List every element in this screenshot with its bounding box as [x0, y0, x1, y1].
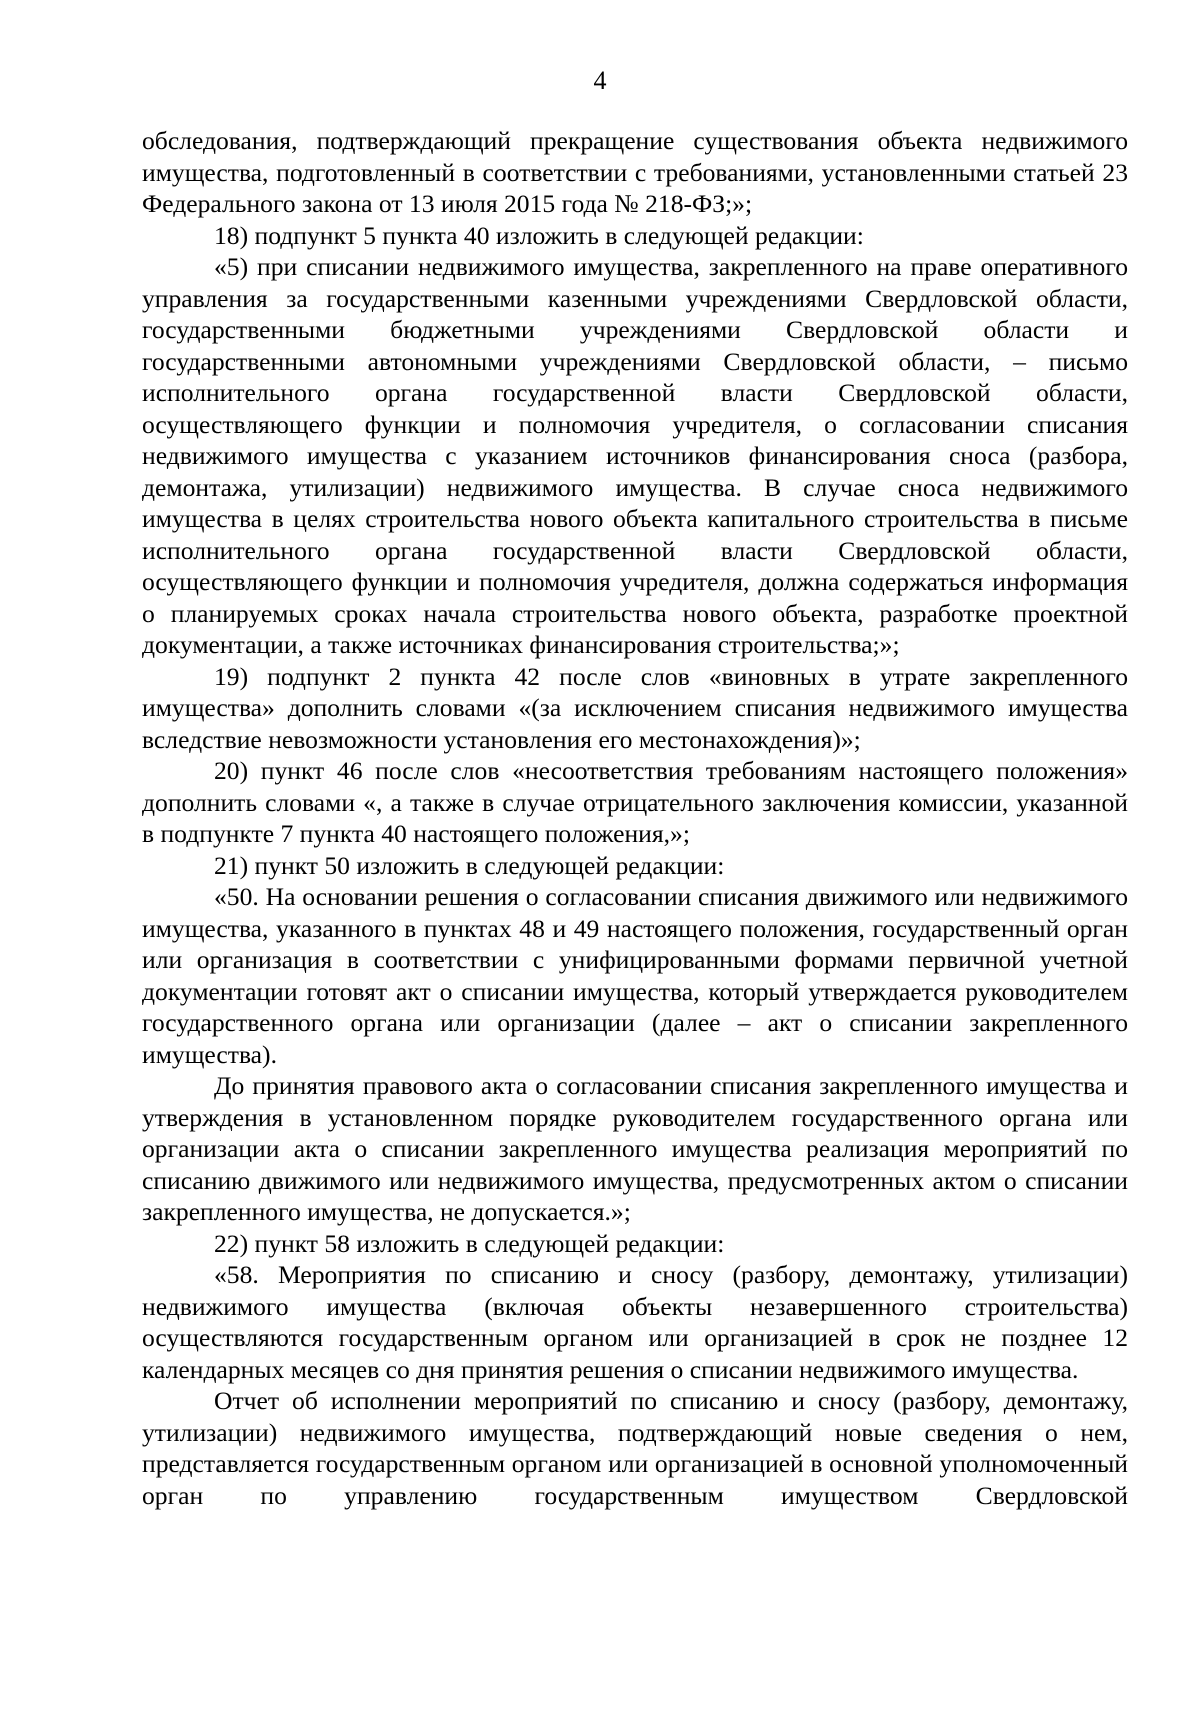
paragraph-item-22: 22) пункт 58 изложить в следующей редакции: [214, 1228, 725, 1258]
paragraph-subitem-5: «5) при списании недвижимого имущества, закрепленного на праве оперативного управления за государственными казенными учреждениями Свердловской области, государственными бюджетными учреждениями Свердловской области и государственными автономными учреждениями Свердловской области, – письмо исполнительного органа государственной власти Свердловской области, осуществляющего функции и полномочия учредителя, о согласовании списания недвижимого имущества с указанием источников финансирования сноса (разбора, демонтажа, утилизации) недвижимого имущества. В случае сноса недвижимого имущества в целях строительства нового объекта капитального строительства в письме исполнительного органа государственной власти Свердловской области, осуществляющего функции и полномочия учредителя, должна содержаться информация о планируемых сроках начала строительства нового объекта, разработке проектной документации, а также источниках финансирования строительства;»; [142, 252, 1128, 659]
paragraph-clause-58: «58. Мероприятия по списанию и сносу (разбору, демонтажу, утилизации) недвижимого имущества (включая объекты незавершенного строительства) осуществляются государственным органом или организацией в срок не позднее 12 календарных месяцев со дня принятия решения о списании недвижимого имущества. [142, 1260, 1128, 1384]
paragraph-clause-50: «50. На основании решения о согласовании списания движимого или недвижимого имущества, указанного в пунктах 48 и 49 настоящего положения, государственный орган или организация в соответствии с унифицированными формами первичной учетной документации готовят акт о списании имущества, который утверждается руководителем государственного органа или организации (далее – акт о списании закрепленного имущества). [142, 882, 1128, 1069]
paragraph-item-21: 21) пункт 50 изложить в следующей редакции: [214, 850, 725, 880]
paragraph-clause-58-part-2: Отчет об исполнении мероприятий по списанию и сносу (разбору, демонтажу, утилизации) недвижимого имущества, подтверждающий новые сведения о нем, представляется государственным органом или организацией в основной уполномоченный орган по управлению государственным имуществом Свердловской [142, 1386, 1128, 1510]
paragraph-item-18: 18) подпункт 5 пункта 40 изложить в следующей редакции: [214, 220, 864, 250]
page-number: 4 [593, 66, 607, 95]
document-body [142, 125, 1128, 1511]
paragraph-item-19: 19) подпункт 2 пункта 42 после слов «виновных в утрате закрепленного имущества» дополнить словами «(за исключением списания недвижимого имущества вследствие невозможности установления его местонахождения)»; [142, 661, 1128, 754]
paragraph-item-20: 20) пункт 46 после слов «несоответствия требованиям настоящего положения» дополнить словами «, а также в случае отрицательного заключения комиссии, указанной в подпункте 7 пункта 40 настоящего положения,»; [142, 756, 1128, 848]
paragraph-continuation: обследования, подтверждающий прекращение существования объекта недвижимого имущества, подготовленный в соответствии с требованиями, установленными статьей 23 Федерального закона от 13 июля 2015 года № 218-ФЗ;»; [142, 126, 1128, 218]
paragraph-clause-50-part-2: До принятия правового акта о согласовании списания закрепленного имущества и утверждения в установленном порядке руководителем государственного органа или организации акта о списании закрепленного имущества реализация мероприятий по списанию движимого или недвижимого имущества, предусмотренных актом о списании закрепленного имущества, не допускается.»; [142, 1071, 1128, 1226]
